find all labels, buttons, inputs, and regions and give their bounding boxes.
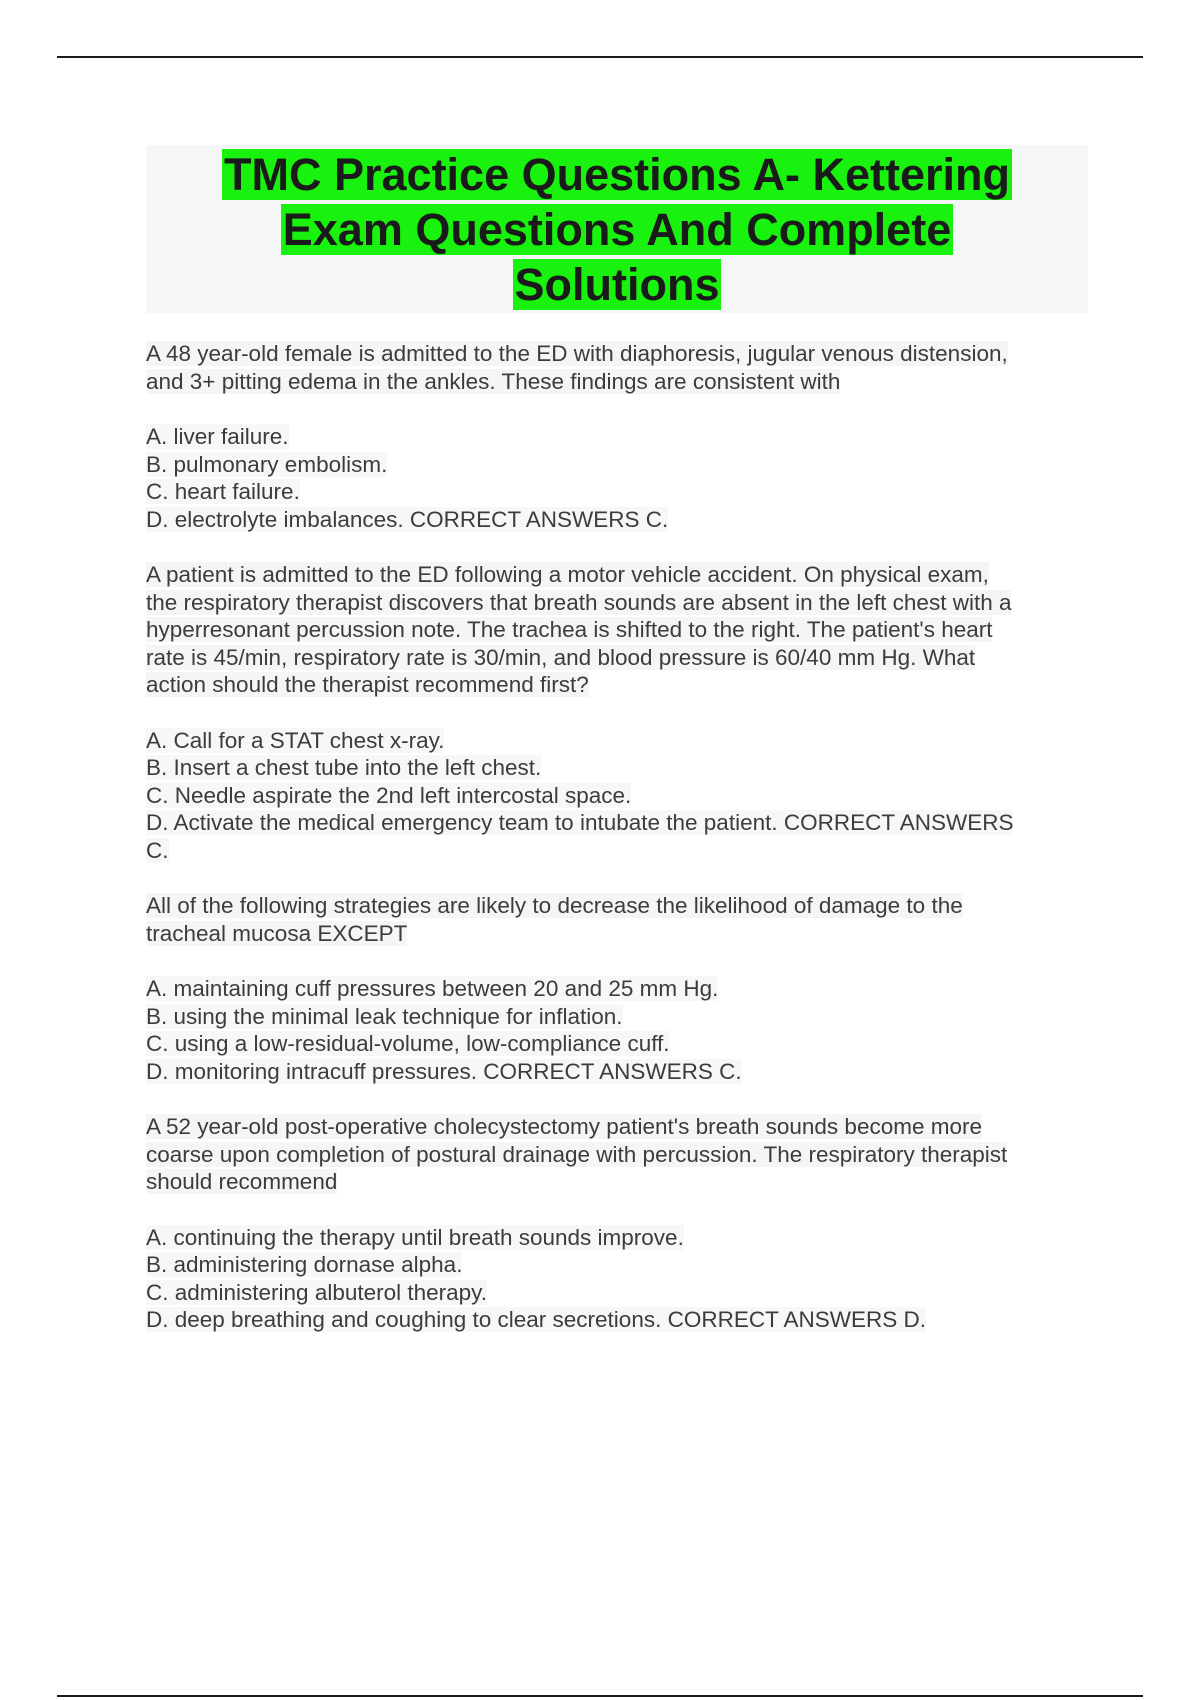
question-3 [146,892,1088,1085]
stem-line: action should the therapist recommend first? [146,672,589,697]
question-1 [146,340,1088,533]
title-line: TMC Practice Questions A- Kettering [224,149,1010,200]
top-rule [57,56,1143,58]
stem-line: coarse upon completion of postural drainage with percussion. The respiratory therapist [146,1141,1008,1167]
answer-options [146,1224,1088,1334]
answer-options [146,423,1088,533]
option-c: C. administering albuterol therapy. [146,1279,488,1305]
option-c: C. using a low-residual-volume, low-compliance cuff. [146,1031,670,1056]
title-block [146,145,1088,313]
option-d: D. deep breathing and coughing to clear secretions. CORRECT ANSWERS D. [146,1307,926,1332]
stem-line: the respiratory therapist discovers that breath sounds are absent in the left chest with a [146,589,1012,615]
question-4 [146,1113,1088,1334]
option-d: D. electrolyte imbalances. CORRECT ANSWERS C. [146,506,669,532]
stem-line: All of the following strategies are likely to decrease the likelihood of damage to the [146,893,963,918]
stem-line: should recommend [146,1169,338,1194]
stem-line: A patient is admitted to the ED following a motor vehicle accident. On physical exam, [146,562,989,587]
option-b: B. administering dornase alpha. [146,1252,463,1277]
questions-list [146,340,1088,1362]
question-2 [146,561,1088,864]
option-c: C. heart failure. [146,479,300,504]
answer-options [146,727,1088,865]
stem-line: and 3+ pitting edema in the ankles. These findings are consistent with [146,368,841,394]
option-b: B. pulmonary embolism. [146,451,388,477]
option-d: D. monitoring intracuff pressures. CORRECT ANSWERS C. [146,1058,742,1084]
option-b: B. Insert a chest tube into the left chest. [146,755,542,780]
title-line: Exam Questions And Complete [282,204,952,255]
question-stem [146,892,1088,947]
bottom-rule [57,1695,1143,1697]
option-a: A. Call for a STAT chest x-ray. [146,727,445,753]
answer-options [146,975,1088,1085]
question-stem [146,1113,1088,1196]
option-d-continued: C. [146,837,169,863]
stem-line: A 48 year-old female is admitted to the ED with diaphoresis, jugular venous distension, [146,341,1008,366]
option-c: C. Needle aspirate the 2nd left intercostal space. [146,782,632,808]
title-line: Solutions [514,259,720,310]
option-d: D. Activate the medical emergency team to intubate the patient. CORRECT ANSWERS [146,810,1014,835]
stem-line: A 52 year-old post-operative cholecystectomy patient's breath sounds become more [146,1114,982,1139]
option-a: A. continuing the therapy until breath sounds improve. [146,1224,684,1250]
option-a: A. liver failure. [146,424,289,449]
option-b: B. using the minimal leak technique for inflation. [146,1003,623,1029]
option-a: A. maintaining cuff pressures between 20 and 25 mm Hg. [146,976,719,1001]
question-stem [146,561,1088,699]
document-title [146,145,1088,312]
stem-line: rate is 45/min, respiratory rate is 30/min, and blood pressure is 60/40 mm Hg. What [146,644,976,670]
question-stem [146,340,1088,395]
stem-line: tracheal mucosa EXCEPT [146,920,408,946]
stem-line: hyperresonant percussion note. The trachea is shifted to the right. The patient's heart [146,617,993,642]
